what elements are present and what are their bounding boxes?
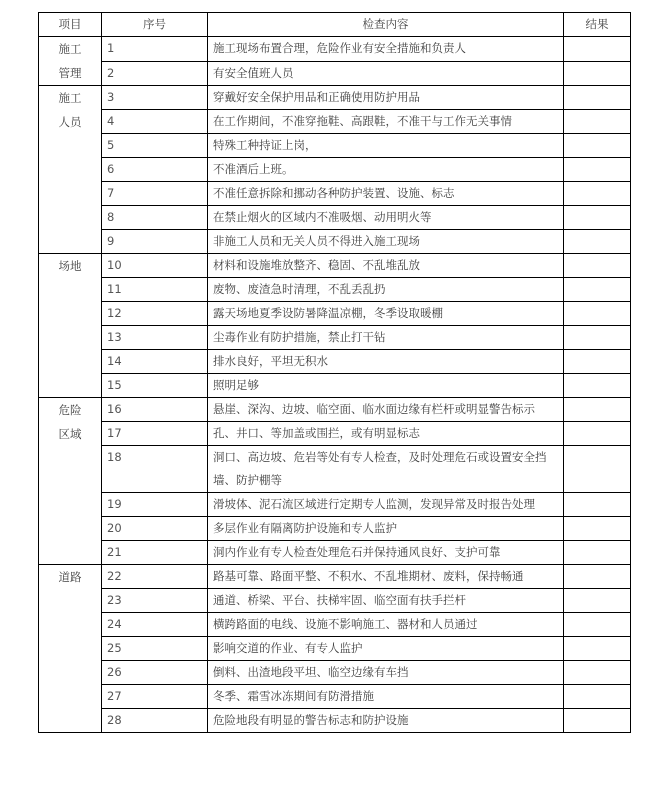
- item-number: 23: [102, 589, 208, 613]
- table-row: [39, 446, 631, 493]
- table-row: [39, 230, 631, 254]
- category-cell: [39, 254, 102, 398]
- item-number: 1: [102, 37, 208, 62]
- item-number: 27: [102, 685, 208, 709]
- item-number: 8: [102, 206, 208, 230]
- result-cell[interactable]: [564, 589, 631, 613]
- item-number: 24: [102, 613, 208, 637]
- check-content: 多层作业有隔离防护设施和专人监护: [208, 517, 564, 541]
- check-content: 露天场地夏季设防暑降温凉棚，冬季设取暖棚: [208, 302, 564, 326]
- header-item: 项目: [39, 13, 102, 37]
- check-content: 滑坡体、泥石流区域进行定期专人监测，发现异常及时报告处理: [208, 493, 564, 517]
- table-row: [39, 86, 631, 110]
- table-row: [39, 37, 631, 62]
- check-content: 有安全值班人员: [208, 61, 564, 86]
- item-number: 16: [102, 398, 208, 422]
- item-number: 10: [102, 254, 208, 278]
- check-content: 路基可靠、路面平整、不积水、不乱堆期材、废料，保持畅通: [208, 565, 564, 589]
- result-cell[interactable]: [564, 86, 631, 110]
- check-content: 冬季、霜雪冰冻期间有防滑措施: [208, 685, 564, 709]
- item-number: 28: [102, 709, 208, 733]
- item-number: 13: [102, 326, 208, 350]
- category-cell: [39, 398, 102, 565]
- category-cell: [39, 86, 102, 254]
- table-row: [39, 517, 631, 541]
- category-label: 危险区域: [58, 403, 82, 441]
- result-cell[interactable]: [564, 302, 631, 326]
- table-row: [39, 134, 631, 158]
- table-row: [39, 110, 631, 134]
- result-cell[interactable]: [564, 493, 631, 517]
- result-cell[interactable]: [564, 206, 631, 230]
- item-number: 12: [102, 302, 208, 326]
- check-content: 尘毒作业有防护措施，禁止打干钻: [208, 326, 564, 350]
- table-row: [39, 422, 631, 446]
- result-cell[interactable]: [564, 61, 631, 86]
- item-number: 17: [102, 422, 208, 446]
- check-content: 通道、桥梁、平台、扶梯牢固、临空面有扶手拦杆: [208, 589, 564, 613]
- check-content: 在禁止烟火的区域内不准吸烟、动用明火等: [208, 206, 564, 230]
- category-label: 场地: [58, 259, 82, 273]
- check-content: 危险地段有明显的警告标志和防护设施: [208, 709, 564, 733]
- table-row: [39, 493, 631, 517]
- table-row: [39, 206, 631, 230]
- result-cell[interactable]: [564, 158, 631, 182]
- result-cell[interactable]: [564, 685, 631, 709]
- check-content: 照明足够: [208, 374, 564, 398]
- header-result: 结果: [564, 13, 631, 37]
- check-content: 不准任意拆除和挪动各种防护装置、设施、标志: [208, 182, 564, 206]
- table-row: [39, 158, 631, 182]
- result-cell[interactable]: [564, 661, 631, 685]
- check-content: 穿戴好安全保护用品和正确使用防护用品: [208, 86, 564, 110]
- check-content: 影响交道的作业、有专人监护: [208, 637, 564, 661]
- check-content: 孔、井口、等加盖或围拦，或有明显标志: [208, 422, 564, 446]
- result-cell[interactable]: [564, 254, 631, 278]
- check-content: 洞内作业有专人检查处理危石并保持通风良好、支护可靠: [208, 541, 564, 565]
- safety-inspection-table: [38, 12, 631, 733]
- check-content: 排水良好，平坦无积水: [208, 350, 564, 374]
- check-content: 材料和设施堆放整齐、稳固、不乱堆乱放: [208, 254, 564, 278]
- table-row: [39, 637, 631, 661]
- check-content: 洞口、高边坡、危岩等处有专人检查，及时处理危石或设置安全挡墙、防护棚等: [208, 446, 564, 493]
- table-row: [39, 398, 631, 422]
- result-cell[interactable]: [564, 182, 631, 206]
- result-cell[interactable]: [564, 709, 631, 733]
- header-content: 检查内容: [208, 13, 564, 37]
- item-number: 26: [102, 661, 208, 685]
- check-content: 倒料、出渣地段平坦、临空边缘有车挡: [208, 661, 564, 685]
- result-cell[interactable]: [564, 541, 631, 565]
- check-content: 特殊工种持证上岗，: [208, 134, 564, 158]
- item-number: 21: [102, 541, 208, 565]
- result-cell[interactable]: [564, 422, 631, 446]
- table-row: [39, 61, 631, 86]
- category-label: 施工管理: [58, 42, 82, 80]
- item-number: 4: [102, 110, 208, 134]
- table-row: [39, 278, 631, 302]
- check-content: 非施工人员和无关人员不得进入施工现场: [208, 230, 564, 254]
- table-row: [39, 350, 631, 374]
- table-row: [39, 589, 631, 613]
- item-number: 11: [102, 278, 208, 302]
- item-number: 14: [102, 350, 208, 374]
- item-number: 15: [102, 374, 208, 398]
- item-number: 25: [102, 637, 208, 661]
- result-cell[interactable]: [564, 134, 631, 158]
- table-row: [39, 541, 631, 565]
- table-row: [39, 565, 631, 589]
- category-label: 道路: [58, 570, 82, 584]
- table-body: [39, 37, 631, 733]
- result-cell[interactable]: [564, 326, 631, 350]
- table-row: [39, 182, 631, 206]
- result-cell[interactable]: [564, 350, 631, 374]
- header-row: [39, 13, 631, 37]
- table-row: [39, 254, 631, 278]
- table-row: [39, 326, 631, 350]
- item-number: 7: [102, 182, 208, 206]
- result-cell[interactable]: [564, 565, 631, 589]
- check-content: 悬崖、深沟、边坡、临空面、临水面边缘有栏杆或明显警告标示: [208, 398, 564, 422]
- table-row: [39, 302, 631, 326]
- table-row: [39, 613, 631, 637]
- item-number: 2: [102, 61, 208, 86]
- result-cell[interactable]: [564, 374, 631, 398]
- item-number: 6: [102, 158, 208, 182]
- result-cell[interactable]: [564, 446, 631, 493]
- item-number: 5: [102, 134, 208, 158]
- table-row: [39, 685, 631, 709]
- category-label: 施工人员: [58, 91, 82, 129]
- result-cell[interactable]: [564, 230, 631, 254]
- item-number: 3: [102, 86, 208, 110]
- result-cell[interactable]: [564, 278, 631, 302]
- check-content: 施工现场布置合理，危险作业有安全措施和负责人: [208, 37, 564, 62]
- table-row: [39, 709, 631, 733]
- header-no: 序号: [102, 13, 208, 37]
- check-content: 不准酒后上班。: [208, 158, 564, 182]
- check-content: 在工作期间，不准穿拖鞋、高跟鞋，不准干与工作无关事情: [208, 110, 564, 134]
- item-number: 18: [102, 446, 208, 493]
- result-cell[interactable]: [564, 398, 631, 422]
- check-content: 废物、废渣急时清理，不乱丢乱扔: [208, 278, 564, 302]
- check-content: 横跨路面的电线、设施不影响施工、器材和人员通过: [208, 613, 564, 637]
- item-number: 9: [102, 230, 208, 254]
- category-cell: [39, 565, 102, 733]
- result-cell[interactable]: [564, 37, 631, 62]
- item-number: 20: [102, 517, 208, 541]
- result-cell[interactable]: [564, 517, 631, 541]
- item-number: 19: [102, 493, 208, 517]
- item-number: 22: [102, 565, 208, 589]
- result-cell[interactable]: [564, 613, 631, 637]
- result-cell[interactable]: [564, 637, 631, 661]
- table-row: [39, 661, 631, 685]
- result-cell[interactable]: [564, 110, 631, 134]
- category-cell: [39, 37, 102, 86]
- table-row: [39, 374, 631, 398]
